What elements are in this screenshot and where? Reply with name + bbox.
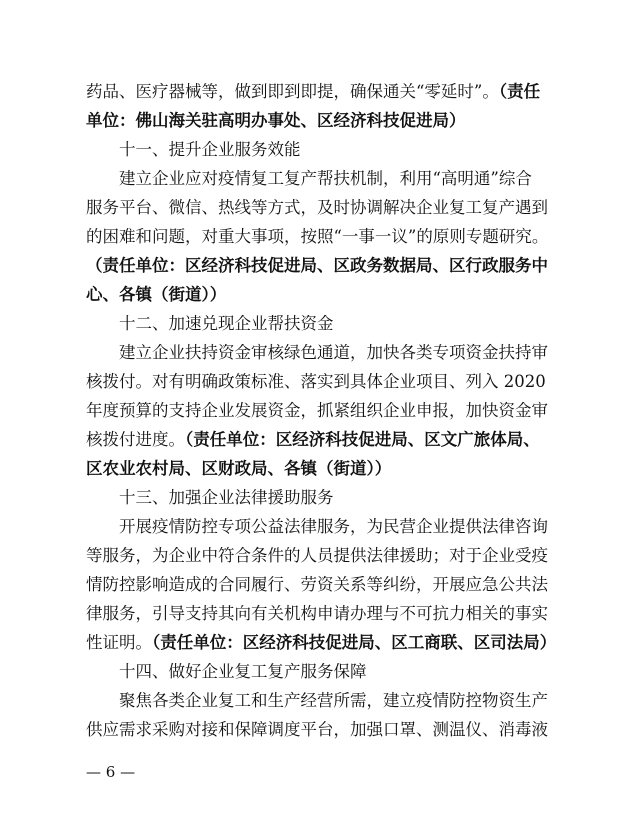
body-line: 等服务，为企业中符合条件的人员提供法律援助；对于企业受疫 — [86, 546, 548, 565]
body-line: 服务平台、微信、热线等方式，及时协调解决企业复工复产遇到 — [86, 198, 548, 217]
body-line: 药品、医疗器械等，做到即到即提，确保通关“零延时”。（责任 — [86, 82, 541, 101]
body-line — [86, 252, 562, 280]
responsible-units: 单位：佛山海关驻高明办事处、区经济科技促进局） — [86, 111, 466, 130]
section-heading: 十一、提升企业服务效能 — [119, 140, 301, 159]
body-line: 性证明。（责任单位：区经济科技促进局、区工商联、区司法局） — [86, 633, 557, 652]
page-number: — 6 — — [86, 763, 136, 781]
responsible-units: （责任 — [498, 82, 541, 101]
responsible-units: 心、各镇（街道）） — [86, 285, 227, 304]
body-line: 核拨付进度。（责任单位：区经济科技促进局、区文广旅体局、 — [86, 430, 540, 449]
body-line: 建立企业扶持资金审核绿色通道，加快各类专项资金扶持审 — [119, 343, 548, 362]
responsible-units: （责任单位：区经济科技促进局、区工商联、区司法局） — [152, 633, 557, 652]
responsible-units: （责任单位：区经济科技促进局、区政务数据局、区行政服务中 — [86, 256, 548, 275]
body-line: 情防控影响造成的合同履行、劳资关系等纠纷，开展应急公共法 — [86, 575, 548, 594]
body-line: 核拨付。对有明确政策标准、落实到具体企业项目、列入 2020 — [86, 372, 546, 391]
section-heading: 十二、加速兑现企业帮扶资金 — [119, 314, 334, 333]
section-heading: 十四、做好企业复工复产服务保障 — [119, 662, 367, 681]
responsible-units: （责任单位：区经济科技促进局、区文广旅体局、 — [185, 430, 540, 449]
body-line: 年度预算的支持企业发展资金，抓紧组织企业申报，加快资金审 — [86, 401, 548, 420]
section-heading: 十三、加强企业法律援助服务 — [119, 488, 334, 507]
body-line: 的困难和问题，对重大事项，按照“一事一议”的原则专题研究。 — [86, 227, 549, 246]
body-line: 律服务，引导支持其向有关机构申请办理与不可抗力相关的事实 — [86, 604, 548, 623]
body-line: 供应需求采购对接和保障调度平台，加强口罩、测温仪、消毒液 — [86, 720, 548, 739]
responsible-units: 区农业农村局、区财政局、各镇（街道）） — [86, 459, 392, 478]
body-line — [86, 455, 562, 483]
body-line: 聚焦各类企业复工和生产经营所需，建立疫情防控物资生产 — [119, 691, 548, 710]
body-line: 建立企业应对疫情复工复产帮扶机制，利用“高明通”综合 — [119, 169, 532, 188]
body-line — [86, 281, 562, 309]
body-line: 开展疫情防控专项公益法律服务，为民营企业提供法律咨询 — [119, 517, 548, 536]
body-line — [86, 107, 562, 135]
